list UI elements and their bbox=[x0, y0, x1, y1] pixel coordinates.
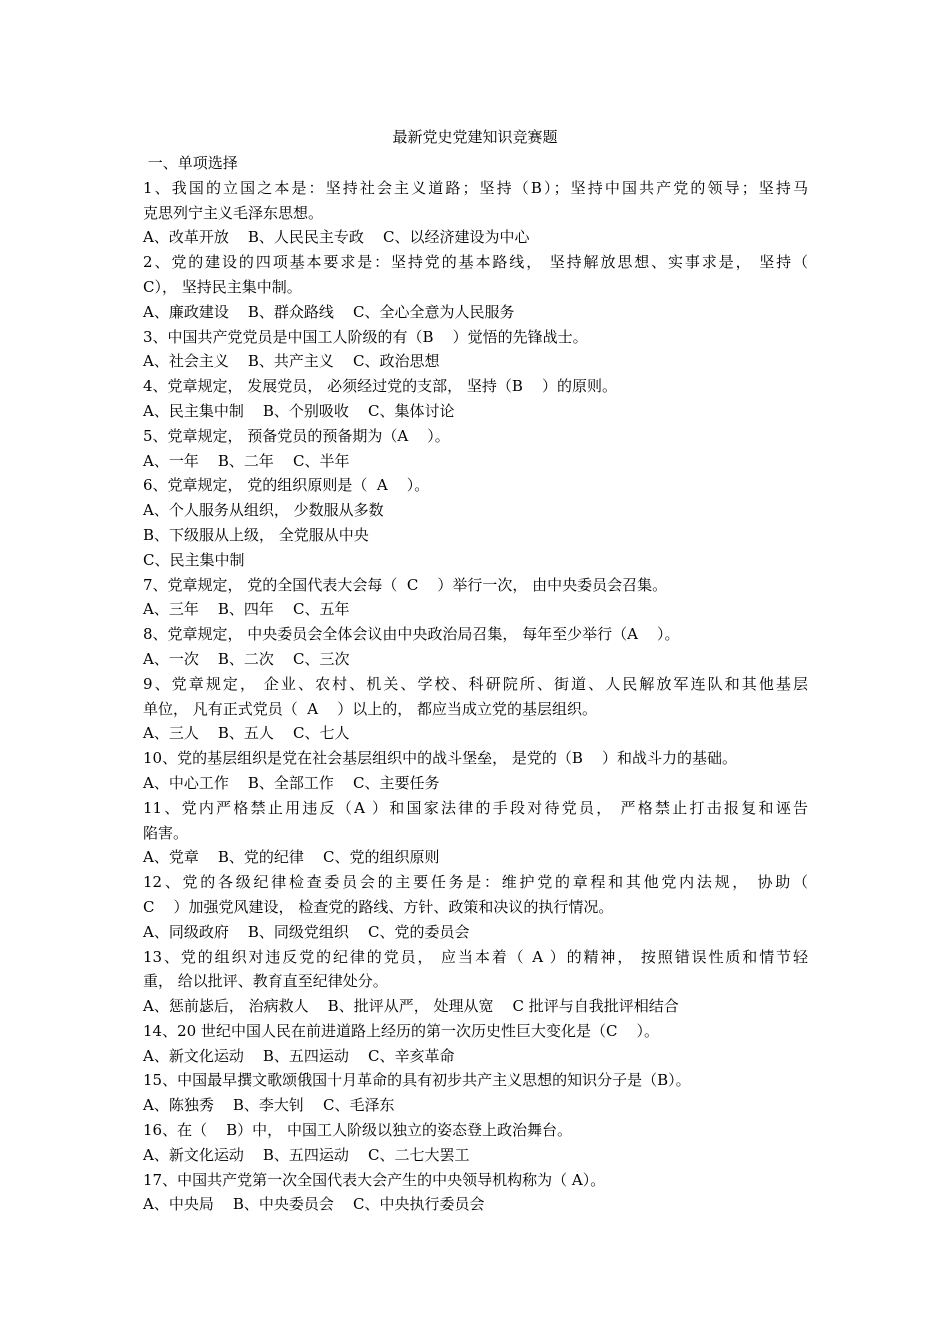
question-line: 陷害。 bbox=[143, 823, 189, 842]
options-line: A、廉政建设 B、群众路线 C、全心全意为人民服务 bbox=[143, 302, 515, 321]
question-line: 6、党章规定， 党的组织原则是（ A ）。 bbox=[143, 476, 430, 495]
options-line: A、中央局 B、中央委员会 C、中央执行委员会 bbox=[143, 1195, 485, 1214]
options-line: A、同级政府 B、同级党组织 C、党的委员会 bbox=[143, 922, 470, 941]
question-line: 9、党章规定， 企业、农村、机关、学校、科研院所、街道、人民解放军连队和其他基层 bbox=[143, 674, 808, 693]
question-line: 13、党的组织对违反党的纪律的党员， 应当本着（ A ）的精神， 按照错误性质和情节轻 bbox=[143, 947, 808, 966]
question-line: 3、中国共产党党员是中国工人阶级的有（B ）觉悟的先锋战士。 bbox=[143, 327, 588, 346]
question-line: 单位， 凡有正式党员（ A ）以上的， 都应当成立党的基层组织。 bbox=[143, 699, 597, 718]
section-heading: 一、单项选择 bbox=[143, 154, 238, 172]
options-line: C、民主集中制 bbox=[143, 550, 245, 569]
question-line: 5、党章规定， 预备党员的预备期为（A ）。 bbox=[143, 426, 450, 445]
document-body bbox=[143, 151, 808, 1217]
question-line: 7、党章规定， 党的全国代表大会每（ C ）举行一次， 由中央委员会召集。 bbox=[143, 575, 668, 594]
options-line: A、三人 B、五人 C、七人 bbox=[143, 724, 350, 743]
options-line: A、三年 B、四年 C、五年 bbox=[143, 600, 350, 619]
question-line: 重， 给以批评、教育直至纪律处分。 bbox=[143, 972, 388, 991]
question-line: C ）加强党风建设， 检查党的路线、方针、政策和决议的执行情况。 bbox=[143, 897, 614, 916]
options-line: B、下级服从上级， 全党服从中央 bbox=[143, 525, 369, 544]
options-line: A、陈独秀 B、李大钊 C、毛泽东 bbox=[143, 1096, 395, 1115]
options-line: A、社会主义 B、共产主义 C、政治思想 bbox=[143, 352, 440, 371]
options-line: A、改革开放 B、人民民主专政 C、以经济建设为中心 bbox=[143, 228, 530, 247]
question-line: 克思列宁主义毛泽东思想。 bbox=[143, 203, 324, 222]
question-line: 15、中国最早撰文歌颂俄国十月革命的具有初步共产主义思想的知识分子是（B）。 bbox=[143, 1071, 691, 1090]
question-line: 4、党章规定， 发展党员， 必须经过党的支部， 坚持（B ）的原则。 bbox=[143, 377, 617, 396]
options-line: A、新文化运动 B、五四运动 C、二七大罢工 bbox=[143, 1145, 470, 1164]
options-line: A、党章 B、党的纪律 C、党的组织原则 bbox=[143, 848, 440, 867]
options-line: A、中心工作 B、全部工作 C、主要任务 bbox=[143, 773, 440, 792]
options-line: A、民主集中制 B、个别吸收 C、集体讨论 bbox=[143, 401, 455, 420]
options-line: A、一年 B、二年 C、半年 bbox=[143, 451, 350, 470]
options-line: A、一次 B、二次 C、三次 bbox=[143, 649, 350, 668]
question-line: 12、党的各级纪律检查委员会的主要任务是：维护党的章程和其他党内法规， 协助（ bbox=[143, 873, 808, 892]
question-line: 2、党的建设的四项基本要求是：坚持党的基本路线， 坚持解放思想、实事求是， 坚持（ bbox=[143, 253, 808, 272]
question-line: C）， 坚持民主集中制。 bbox=[143, 277, 302, 296]
question-line: 17、中国共产党第一次全国代表大会产生的中央领导机构称为（ A）。 bbox=[143, 1170, 606, 1189]
options-line: A、个人服务从组织， 少数服从多数 bbox=[143, 501, 384, 520]
question-line: 14、20 世纪中国人民在前进道路上经历的第一次历史性巨大变化是（C ）。 bbox=[143, 1021, 659, 1040]
question-line: 16、在（ B）中， 中国工人阶级以独立的姿态登上政治舞台。 bbox=[143, 1121, 572, 1140]
options-line: A、惩前毖后， 治病救人 B、批评从严， 处理从宽 C 批评与自我批评相结合 bbox=[143, 997, 679, 1016]
question-line: 8、党章规定， 中央委员会全体会议由中央政治局召集， 每年至少举行（A ）。 bbox=[143, 625, 680, 644]
question-line: 1、我国的立国之本是：坚持社会主义道路；坚持（B）；坚持中国共产党的领导；坚持马 bbox=[143, 178, 808, 197]
options-line: A、新文化运动 B、五四运动 C、辛亥革命 bbox=[143, 1046, 455, 1065]
question-line: 11、党内严格禁止用违反（A ）和国家法律的手段对待党员， 严格禁止打击报复和诬告 bbox=[143, 798, 808, 817]
document-title: 最新党史党建知识竞赛题 bbox=[392, 128, 558, 146]
question-line: 10、党的基层组织是党在社会基层组织中的战斗堡垒， 是党的（B ）和战斗力的基础。 bbox=[143, 749, 737, 768]
